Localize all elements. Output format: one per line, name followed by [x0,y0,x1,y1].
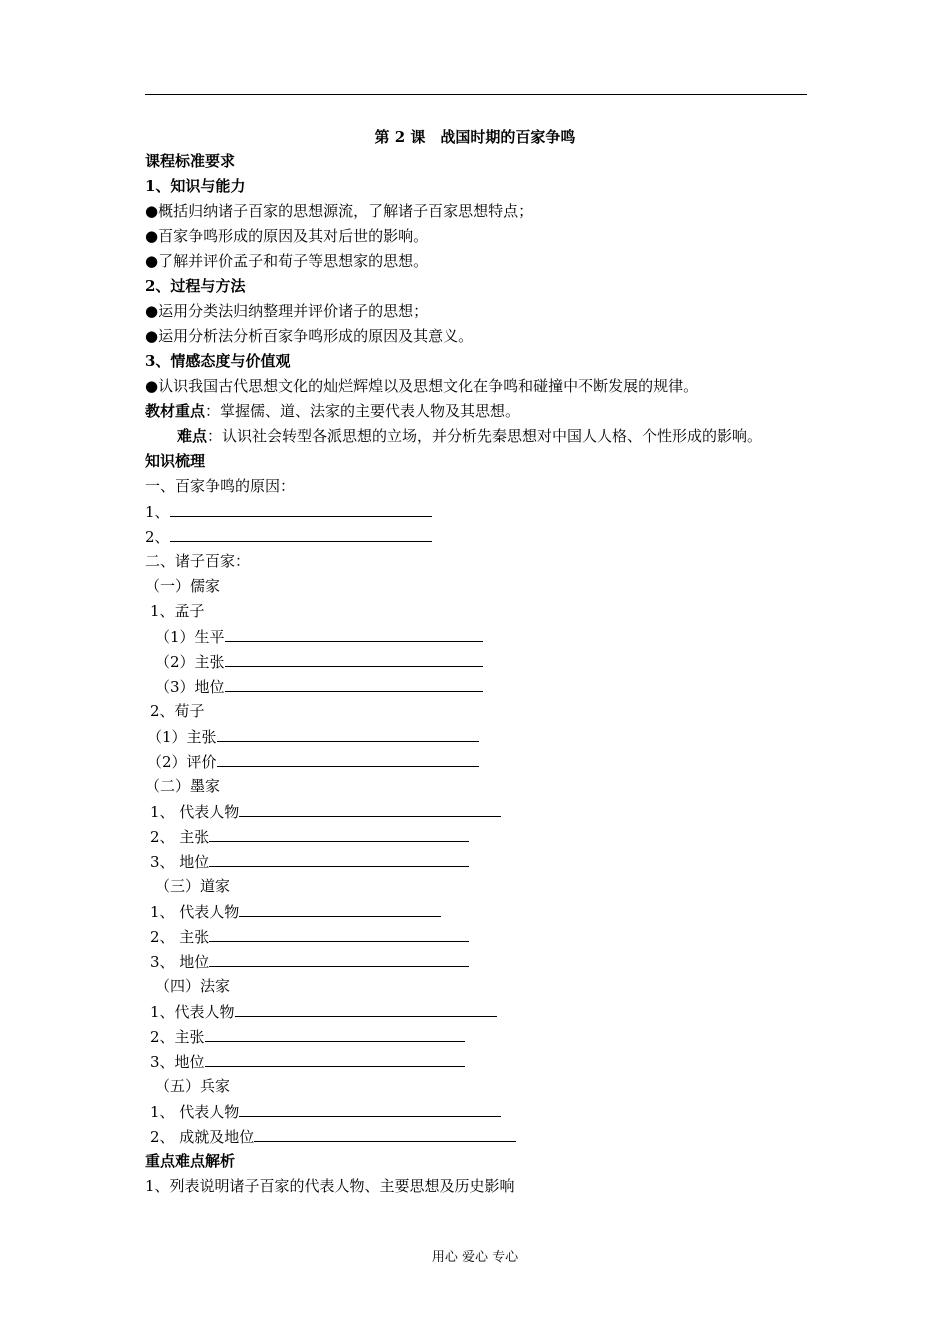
xunzi-views [147,726,479,747]
confucian-heading: （一）儒家 [145,577,221,595]
difficulty-line [177,426,762,446]
reason-label: 1、 [145,503,170,521]
knowledge-item: ●百家争鸣形成的原因及其对后世的影响。 [145,227,429,245]
daoist-views [150,926,469,947]
analysis-item: 1、列表说明诸子百家的代表人物、主要思想及历史影响 [145,1177,515,1195]
legalist-views [150,1026,465,1047]
fill-blank[interactable] [225,651,483,667]
mohist-rep [150,801,501,822]
fill-blank[interactable] [217,751,479,767]
field-label: （3）地位 [155,678,225,696]
standards-heading: 课程标准要求 [145,152,236,170]
focus-label: 教材重点 [145,402,206,420]
process-heading: 2、过程与方法 [145,277,246,295]
fill-blank[interactable] [205,1051,465,1067]
focus-line [145,401,520,421]
analysis-heading: 重点难点解析 [145,1152,236,1170]
field-label: 2、 主张 [150,828,210,846]
fill-blank[interactable] [209,951,469,967]
field-label: 1、代表人物 [150,1003,235,1021]
header-rule [145,94,807,95]
xunzi-eval [147,751,479,772]
field-label: 3、 地位 [150,953,210,971]
knowledge-item: ●概括归纳诸子百家的思想源流，了解诸子百家思想特点； [145,202,534,220]
field-label: 2、 成就及地位 [150,1128,255,1146]
mencius-life [155,626,483,647]
field-label: 3、 地位 [150,853,210,871]
mohist-status [150,851,469,872]
fill-blank[interactable] [170,501,432,517]
daoist-heading: （三）道家 [155,877,231,895]
fill-blank[interactable] [205,1026,465,1042]
reason-label: 2、 [145,528,170,546]
daoist-status [150,951,469,972]
lesson-title: 第 2 课 战国时期的百家争鸣 [374,128,576,146]
reason-item [145,526,432,547]
difficulty-label: 难点 [177,427,208,445]
fill-blank[interactable] [225,626,483,642]
attitude-item: ●认识我国古代思想文化的灿烂辉煌以及思想文化在争鸣和碰撞中不断发展的规律。 [145,377,699,395]
page-footer: 用心 爱心 专心 [431,1250,519,1265]
field-label: （2）评价 [147,753,217,771]
fill-blank[interactable] [209,851,469,867]
mohist-views [150,826,469,847]
knowledge-item: ●了解并评价孟子和荀子等思想家的思想。 [145,252,429,270]
field-label: 1、 代表人物 [150,803,240,821]
field-label: （1）主张 [147,728,217,746]
legalist-status [150,1051,465,1072]
knowledge-heading: 1、知识与能力 [145,177,246,195]
fill-blank[interactable] [254,1126,516,1142]
fill-blank[interactable] [239,901,441,917]
mencius-heading: 1、孟子 [150,602,205,620]
fill-blank[interactable] [170,526,432,542]
mencius-views [155,651,483,672]
military-heading: （五）兵家 [155,1077,231,1095]
legalist-heading: （四）法家 [155,977,231,995]
outline-heading: 知识梳理 [145,452,206,470]
field-label: 2、主张 [150,1028,205,1046]
mencius-status [155,676,483,697]
reason-item [145,501,432,522]
field-label: 1、 代表人物 [150,1103,240,1121]
attitude-heading: 3、情感态度与价值观 [145,352,291,370]
fill-blank[interactable] [209,826,469,842]
fill-blank[interactable] [225,676,483,692]
field-label: 1、 代表人物 [150,903,240,921]
field-label: （1）生平 [155,628,225,646]
military-rep [150,1101,501,1122]
reasons-heading: 一、百家争鸣的原因： [145,477,296,495]
military-achieve [150,1126,516,1147]
schools-heading: 二、诸子百家： [145,552,251,570]
fill-blank[interactable] [217,726,479,742]
fill-blank[interactable] [239,1101,501,1117]
fill-blank[interactable] [235,1001,497,1017]
field-label: 2、 主张 [150,928,210,946]
focus-text: ：掌握儒、道、法家的主要代表人物及其思想。 [205,402,521,420]
process-item: ●运用分类法归纳整理并评价诸子的思想； [145,302,429,320]
mohist-heading: （二）墨家 [145,777,221,795]
legalist-rep [150,1001,497,1022]
xunzi-heading: 2、荀子 [150,702,205,720]
fill-blank[interactable] [209,926,469,942]
process-item: ●运用分析法分析百家争鸣形成的原因及其意义。 [145,327,474,345]
fill-blank[interactable] [239,801,501,817]
field-label: 3、地位 [150,1053,205,1071]
field-label: （2）主张 [155,653,225,671]
difficulty-text: ：认识社会转型各派思想的立场，并分析先秦思想对中国人人格、个性形成的影响。 [207,427,763,445]
daoist-rep [150,901,441,922]
